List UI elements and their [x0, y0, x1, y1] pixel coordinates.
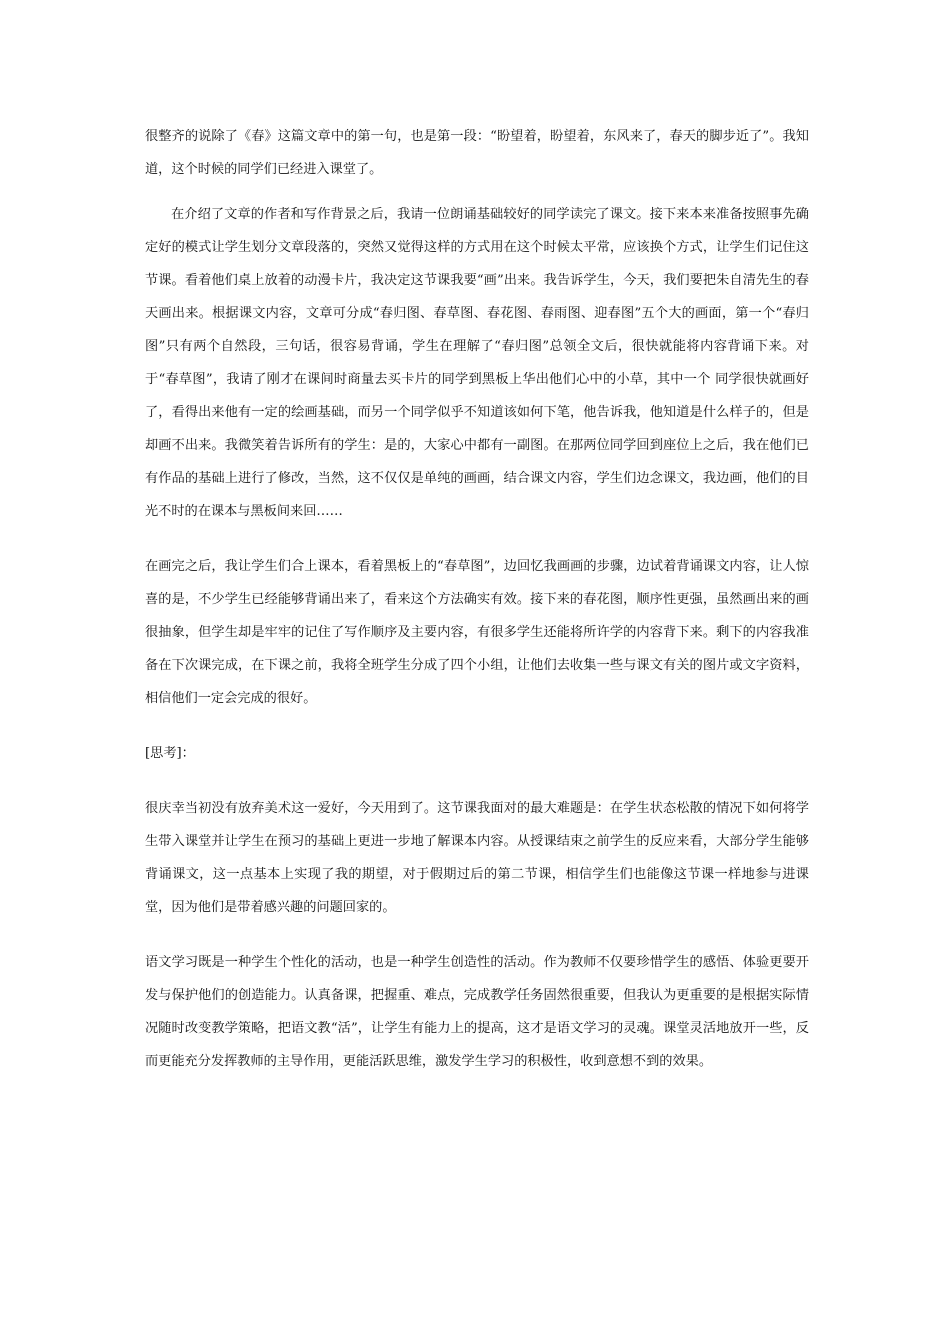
document-page [145, 120, 809, 1078]
paragraph-intro-continued: 很整齐的说除了《春》这篇文章中的第一句，也是第一段：“盼望着，盼望着，东风来了，春天的脚步近了”。我知道，这个时候的同学们已经进入课堂了。 [145, 129, 809, 177]
paragraph-drawing-lesson: 在介绍了文章的作者和写作背景之后，我请一位朗诵基础较好的同学读完了课文。接下来本来准备按照事先确定好的模式让学生划分文章段落的，突然又觉得这样的方式用在这个时候太平常，应该换个方式，让学生们记住这节课。看着他们桌上放着的动漫卡片，我决定这节课我要“画”出来。我告诉学生，今天，我们要把朱自清先生的春天画出来。根据课文内容，文章可分成“春归图、春草图、春花图、春雨图、迎春图”五个大的画面，第一个“春归图”只有两个自然段，三句话，很容易背诵，学生在理解了“春归图”总领全文后，很快就能将内容背诵下来。对于“春草图”，我请了刚才在课间时商量去买卡片的同学到黑板上华出他们心中的小草，其中一个 同学很快就画好了，看得出来他有一定的绘画基础，而另一个同学似乎不知道该如何下笔，他告诉我，他知道是什么样子的，但是却画不出来。我微笑着告诉所有的学生：是的，大家心中都有一副图。在那两位同学回到座位上之后，我在他们已有作品的基础上进行了修改，当然，这不仅仅是单纯的画画，结合课文内容，学生们边念课文，我边画，他们的目光不时的在课本与黑板间来回…… [145, 207, 809, 519]
paragraph-conclusion: 语文学习既是一种学生个性化的活动，也是一种学生创造性的活动。作为教师不仅要珍惜学生的感悟、体验更要开发与保护他们的创造能力。认真备课，把握重、难点，完成教学任务固然很重要，但我认为更重要的是根据实际情况随时改变教学策略，把语文教“活”，让学生有能力上的提高，这才是语文学习的灵魂。课堂灵活地放开一些，反而更能充分发挥教师的主导作用，更能活跃思维，激发学生学习的积极性，收到意想不到的效果。 [145, 955, 809, 1069]
reflection-heading: [思考]： [145, 746, 195, 761]
paragraph-reflection: 很庆幸当初没有放弃美术这一爱好，今天用到了。这节课我面对的最大难题是：在学生状态松散的情况下如何将学生带入课堂并让学生在预习的基础上更进一步地了解课本内容。从授课结束之前学生的反应来看，大部分学生能够背诵课文，这一点基本上实现了我的期望，对于假期过后的第二节课，相信学生们也能像这节课一样地参与进课堂，因为他们是带着感兴趣的问题回家的。 [145, 801, 809, 915]
paragraph-after-drawing: 在画完之后，我让学生们合上课本，看着黑板上的“春草图”，边回忆我画画的步骤，边试着背诵课文内容，让人惊喜的是，不少学生已经能够背诵出来了，看来这个方法确实有效。接下来的春花图，顺序性更强，虽然画出来的画很抽象，但学生却是牢牢的记住了写作顺序及主要内容，有很多学生还能将所许学的内容背下来。剩下的内容我准备在下次课完成，在下课之前，我将全班学生分成了四个小组，让他们去收集一些与课文有关的图片或文字资料，相信他们一定会完成的很好。 [145, 559, 809, 706]
